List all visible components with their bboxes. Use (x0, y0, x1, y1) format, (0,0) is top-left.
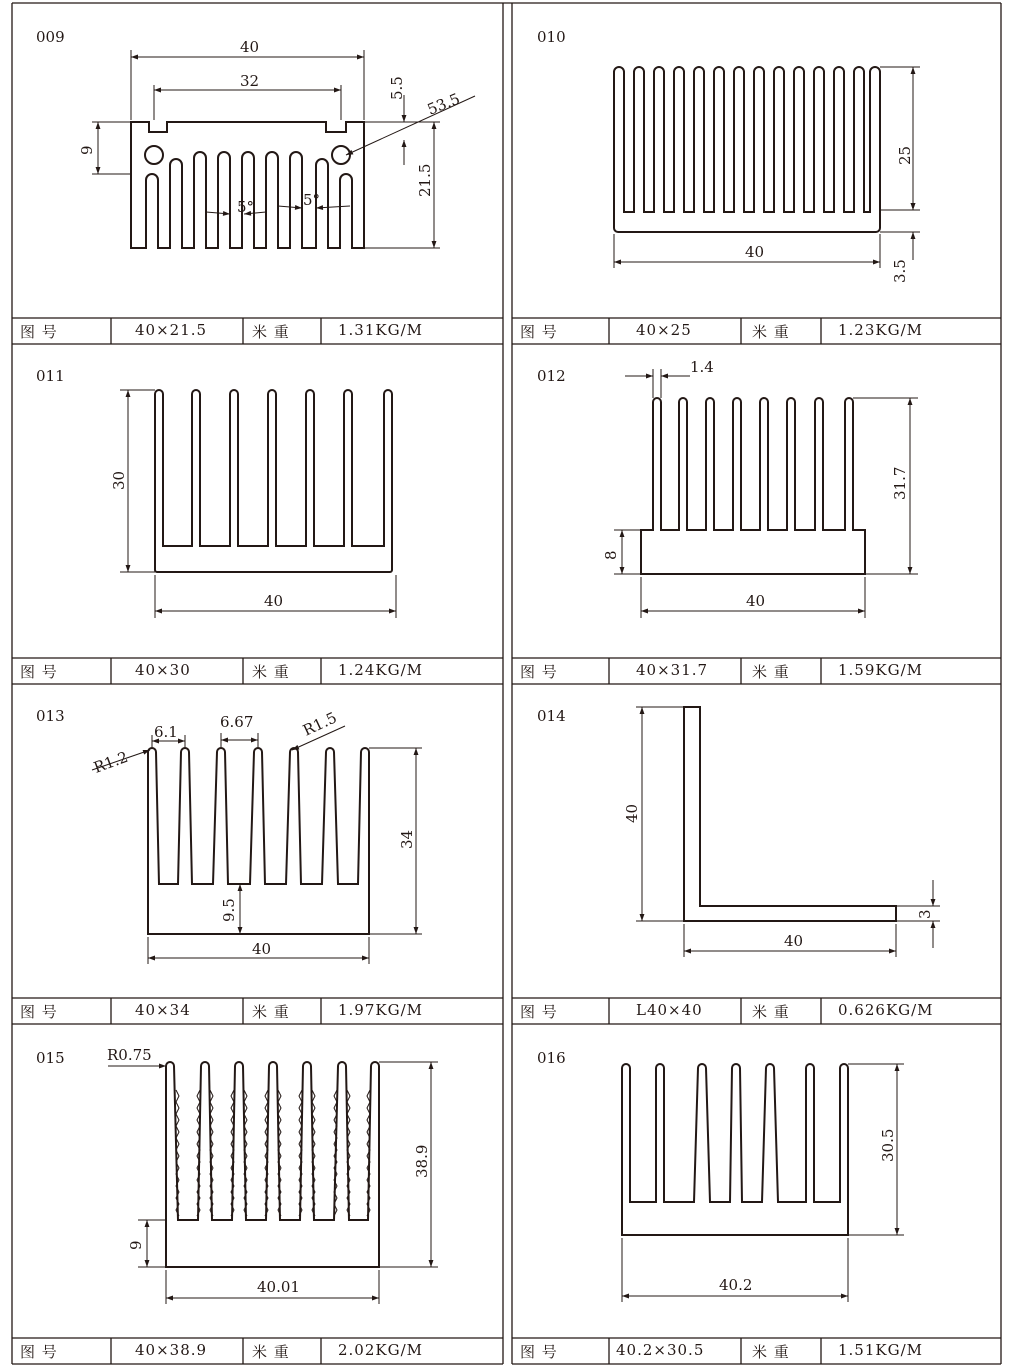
heatsink-profile (148, 748, 369, 934)
info-row-009 (20, 321, 423, 341)
dim-width: 40 (252, 940, 272, 958)
profile-drawing-015 (107, 1046, 438, 1304)
heatsink-profile (622, 1064, 848, 1235)
weight-label: 米 重 (252, 323, 290, 341)
panel-id-016: 016 (537, 1049, 566, 1067)
dim-leg-width: 40 (784, 932, 804, 950)
info-row-014 (520, 1001, 934, 1021)
dim-height: 30.5 (879, 1128, 897, 1162)
dim-width: 40 (264, 592, 284, 610)
info-row-016 (520, 1341, 923, 1361)
dim-fin-height: 25 (896, 145, 914, 165)
profile-drawing-013 (91, 708, 422, 964)
heatsink-profile (614, 67, 880, 232)
dim-base-thickness: 8 (602, 550, 620, 560)
weight-label: 米 重 (252, 1343, 290, 1361)
dim-tip-radius: R1.5 (300, 708, 340, 740)
weight-value: 1.24KG/M (338, 661, 423, 679)
info-row-013 (20, 1001, 423, 1021)
dim-base-thickness: 9.5 (220, 898, 238, 922)
dim-width: 40 (746, 592, 766, 610)
drawing-no-label: 图 号 (20, 1003, 58, 1021)
dim-height: 31.7 (891, 466, 909, 500)
dim-root-radius: R1.2 (91, 747, 131, 777)
profile-drawing-016 (622, 1064, 904, 1302)
dim-width: 40.01 (257, 1278, 300, 1296)
size-value: 40×38.9 (135, 1341, 208, 1359)
dim-width: 40 (745, 243, 765, 261)
dim-tip-radius: R0.75 (107, 1046, 152, 1064)
table-frame (12, 3, 1001, 1364)
dim-height: 21.5 (416, 163, 434, 197)
weight-value: 1.59KG/M (838, 661, 923, 679)
heatsink-profile (131, 122, 364, 248)
panel-id-015: 015 (36, 1049, 65, 1067)
drawing-no-label: 图 号 (20, 663, 58, 681)
panel-id-013: 013 (36, 707, 65, 725)
weight-label: 米 重 (752, 1343, 790, 1361)
info-row-015 (20, 1341, 423, 1361)
dim-leg-height: 40 (623, 803, 641, 823)
dim-fin-angle: 5° (237, 198, 255, 216)
info-row-010 (520, 321, 923, 341)
profile-drawing-014 (623, 707, 940, 957)
angle-profile (684, 707, 896, 921)
weight-value: 1.23KG/M (838, 321, 923, 339)
weight-value: 1.97KG/M (338, 1001, 423, 1019)
size-value: L40×40 (636, 1001, 703, 1019)
panel-id-011: 011 (36, 367, 65, 385)
dim-thickness: 3 (916, 909, 934, 919)
dim-base-thickness: 9 (127, 1240, 145, 1250)
profile-drawing-009 (78, 38, 475, 248)
panel-id-012: 012 (537, 367, 566, 385)
weight-label: 米 重 (752, 1003, 790, 1021)
profile-drawing-011 (110, 390, 396, 618)
size-value: 40.2×30.5 (616, 1341, 705, 1359)
info-row-011 (20, 661, 423, 681)
drawing-no-label: 图 号 (520, 1343, 558, 1361)
screw-hole (332, 146, 350, 164)
panel-id-014: 014 (537, 707, 566, 725)
drawing-no-label: 图 号 (20, 323, 58, 341)
dim-height: 30 (110, 470, 128, 490)
dim-fin-angle: 5° (303, 191, 321, 209)
heatsink-profile (155, 390, 392, 572)
dim-hole-height: 9 (78, 145, 96, 155)
weight-value: 1.51KG/M (838, 1341, 923, 1359)
size-value: 40×31.7 (636, 661, 709, 679)
dim-fin-gap: 6.67 (220, 713, 254, 731)
screw-hole (145, 146, 163, 164)
dim-fin-thickness: 1.4 (690, 358, 714, 376)
drawing-no-label: 图 号 (520, 323, 558, 341)
panel-id-010: 010 (537, 28, 566, 46)
weight-value: 2.02KG/M (338, 1341, 423, 1359)
dim-width: 40 (240, 38, 260, 56)
dim-height: 38.9 (413, 1144, 431, 1178)
size-value: 40×21.5 (135, 321, 208, 339)
info-row-012 (520, 661, 923, 681)
weight-label: 米 重 (252, 663, 290, 681)
drawing-no-label: 图 号 (20, 1343, 58, 1361)
drawing-no-label: 图 号 (520, 1003, 558, 1021)
drawing-no-label: 图 号 (520, 663, 558, 681)
size-value: 40×34 (135, 1001, 191, 1019)
profile-drawing-010 (614, 67, 920, 283)
weight-label: 米 重 (752, 323, 790, 341)
dim-fin-pitch: 6.1 (154, 723, 178, 741)
dim-height: 34 (398, 829, 416, 849)
heatsink-profile (641, 398, 865, 574)
profile-drawing-012 (602, 358, 918, 618)
weight-value: 1.31KG/M (338, 321, 423, 339)
panel-id-009: 009 (36, 28, 65, 46)
dim-top-offset: 5.5 (388, 76, 406, 100)
dim-width: 40.2 (719, 1276, 753, 1294)
size-value: 40×30 (135, 661, 191, 679)
dim-base-thickness: 3.5 (891, 259, 909, 283)
weight-label: 米 重 (252, 1003, 290, 1021)
dim-angle-53: 53.5 (424, 89, 463, 119)
weight-label: 米 重 (752, 663, 790, 681)
weight-value: 0.626KG/M (838, 1001, 934, 1019)
size-value: 40×25 (636, 321, 692, 339)
fin-serrations (176, 1090, 370, 1216)
heatsink-profile (166, 1062, 379, 1267)
dim-hole-pitch: 32 (240, 72, 260, 90)
